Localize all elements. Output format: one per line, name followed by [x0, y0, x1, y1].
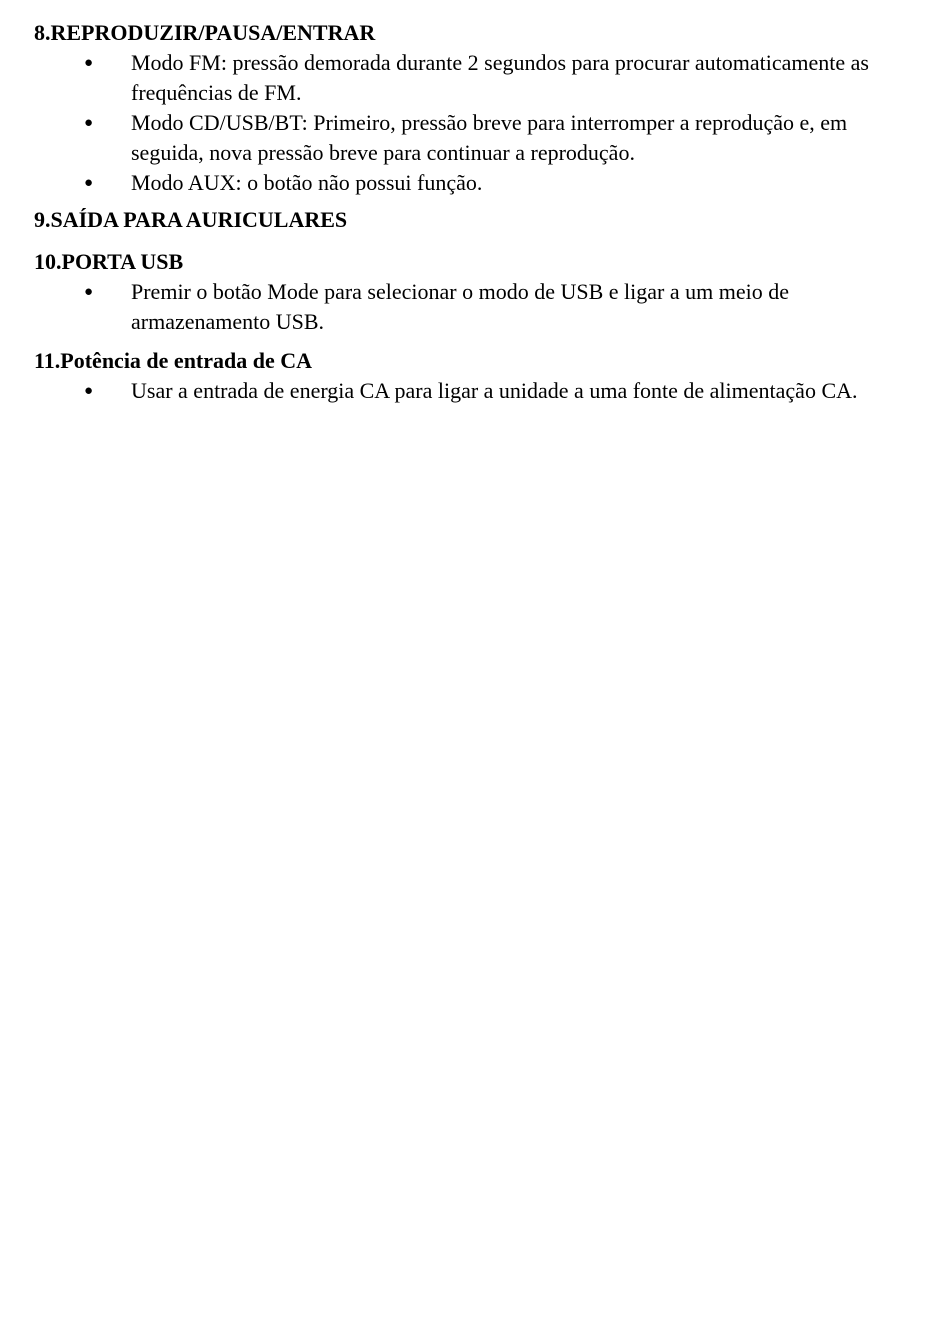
list-item-text: Modo AUX: o botão não possui função. [131, 170, 483, 195]
section-usb-port [34, 247, 914, 337]
section-heading: 9.SAÍDA PARA AURICULARES [34, 207, 348, 232]
section-heading: 8.REPRODUZIR/PAUSA/ENTRAR [34, 20, 376, 45]
section-heading: 10.PORTA USB [34, 249, 184, 274]
bullet-list [34, 277, 914, 337]
list-item-text: Premir o botão Mode para selecionar o modo de USB e ligar a um meio de armazenamento USB. [131, 279, 789, 334]
bullet-icon: ● [84, 175, 94, 191]
list-item-text: Modo CD/USB/BT: Primeiro, pressão breve para interromper a reprodução e, em seguida, nova pressão breve para continuar a reprodução. [131, 110, 848, 165]
list-item [34, 108, 914, 168]
section-headphone-output [34, 205, 914, 235]
list-item [34, 48, 914, 108]
section-ac-power-input [34, 346, 914, 406]
bullet-icon: ● [84, 383, 94, 399]
bullet-list [34, 376, 914, 406]
list-item [34, 168, 914, 198]
list-item [34, 277, 914, 337]
list-item-text: Modo FM: pressão demorada durante 2 segundos para procurar automaticamente as frequências de FM. [131, 50, 869, 105]
bullet-icon: ● [84, 115, 94, 131]
document-page [34, 18, 914, 413]
bullet-icon: ● [84, 55, 94, 71]
list-item [34, 376, 914, 406]
list-item-text: Usar a entrada de energia CA para ligar a unidade a uma fonte de alimentação CA. [131, 378, 858, 403]
section-play-pause-enter [34, 18, 914, 198]
bullet-icon: ● [84, 284, 94, 300]
section-heading: 11.Potência de entrada de CA [34, 348, 313, 373]
bullet-list [34, 48, 914, 198]
